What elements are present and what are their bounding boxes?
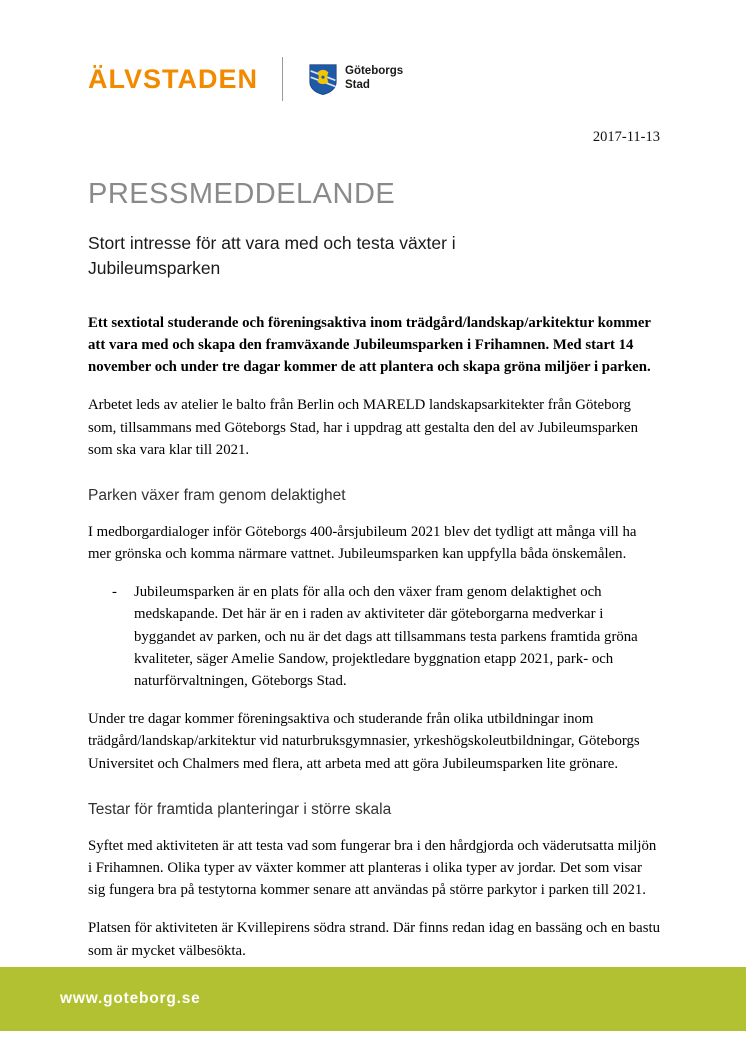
paragraph-5: Platsen för aktiviteten är Kvillepirens södra strand. Där finns redan idag en bassäng och en bastu som är mycket välbesökta.: [88, 920, 660, 959]
footer-url-link[interactable]: www.goteborg.se: [60, 990, 201, 1007]
city-name-line1: Göteborgs: [345, 65, 404, 78]
goteborgs-stad-crest-icon: [309, 64, 337, 95]
quote-bullet-item: [88, 581, 660, 692]
section-heading-2: Testar för framtida planteringar i större skala: [88, 800, 392, 818]
paragraph-4: Syftet med aktiviteten är att testa vad som fungerar bra i den hårdgjorda och väderutsatta miljön i Frihamnen. Olika typer av växter kommer att planteras i olika typer av jordar. Det som visar sig fungera bra på testytorna kommer senare att användas på större parkytor i parken till 2021.: [88, 837, 657, 899]
goteborgs-stad-logo: [309, 64, 403, 95]
kicker-pressmeddelande: PRESSMEDDELANDE: [88, 178, 396, 210]
lead-paragraph: Ett sextiotal studerande och föreningsaktiva inom trädgård/landskap/arkitektur kommer att vara med och skapa den framväxande Jubileumsparken i Frihamnen. Med start 14 november och under tre dagar kommer de att plantera och skapa gröna miljöer i parken.: [88, 314, 651, 376]
logo-divider: [282, 57, 283, 101]
paragraph-2: I medborgardialoger inför Göteborgs 400-årsjubileum 2021 blev det tydligt att många vill ha mer grönska och komma närmare vattnet. Jubileumsparken kan uppfylla båda önskemålen.: [88, 523, 637, 563]
alvstaden-logo: ÄLVSTADEN: [88, 63, 258, 94]
footer-bar: [0, 967, 746, 1031]
bullet-marker: -: [112, 584, 117, 601]
header: [88, 0, 660, 103]
paragraph-3: Under tre dagar kommer föreningsaktiva och studerande från olika utbildningar inom trädgård/landskap/arkitektur vid naturbruksgymnasier, yrkeshögskoleutbildningar, Göteborgs Universitet och Chalmers med flera, att arbeta med att göra Jubileumsparken lite grönare.: [88, 711, 640, 772]
city-name-line2: Stad: [345, 79, 370, 91]
document-date: 2017-11-13: [592, 129, 660, 145]
press-release-title: Stort intresse för att vara med och testa växter i Jubileumsparken: [88, 233, 456, 279]
city-name: [345, 65, 403, 93]
paragraph-1: Arbetet leds av atelier le balto från Berlin och MARELD landskapsarkitekter från Göteborg som, tillsammans med Göteborgs Stad, har i uppdrag att gestalta den del av Jubileumsparken som ska vara klar till 2021.: [88, 397, 638, 458]
section-heading-1: Parken växer fram genom delaktighet: [88, 486, 346, 504]
bullet-text: Jubileumsparken är en plats för alla och den växer fram genom delaktighet och medskapande. Det här är en i raden av aktiviteter där göteborgarna medverkar i byggandet av parken, och nu är det dags att tillsammans testa parkens framtida gröna kvaliteter, säger Amelie Sandow, projektledare byggnation etapp 2021, park- och naturförvaltningen, Göteborgs Stad.: [134, 584, 638, 689]
